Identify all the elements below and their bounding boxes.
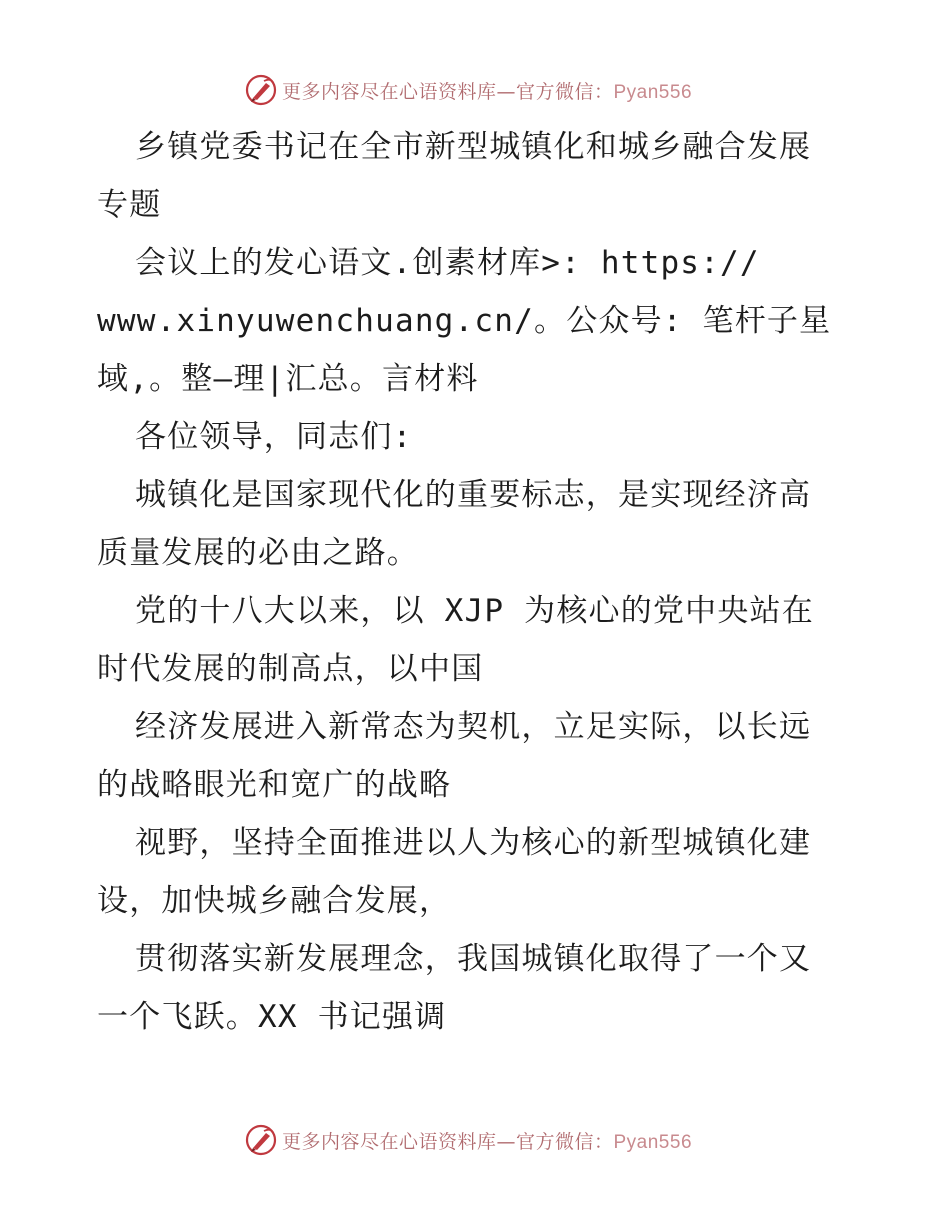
doc-line: 党的十八大以来，以 XJP 为核心的党中央站在 [135,593,814,629]
pen-logo-icon [244,73,278,107]
doc-line: 的战略眼光和宽广的战略 [97,767,452,803]
doc-line: 贯彻落实新发展理念，我国城镇化取得了一个又 [135,941,812,977]
footer-banner [0,1120,950,1160]
doc-line: 乡镇党委书记在全市新型城镇化和城乡融合发展 [135,129,812,165]
doc-line: 城镇化是国家现代化的重要标志，是实现经济高 [135,477,812,513]
doc-line: 时代发展的制高点，以中国 [97,651,484,687]
pen-logo-icon [244,1123,278,1157]
doc-line: 域,。整—理|汇总。言材料 [97,361,479,397]
doc-line: 经济发展进入新常态为契机，立足实际，以长远 [135,709,812,745]
doc-line: 视野，坚持全面推进以人为核心的新型城镇化建 [135,825,812,861]
doc-line: 质量发展的必由之路。 [97,535,419,571]
banner-text: 更多内容尽在心语资料库—官方微信：Pyan556 [281,80,693,103]
doc-line: 一个飞跃。XX 书记强调 [97,999,447,1035]
doc-line: 会议上的发心语文.创素材库>: https:// [135,245,760,281]
doc-line: 设，加快城乡融合发展， [97,883,452,919]
doc-line: 专题 [97,187,162,223]
banner-text: 更多内容尽在心语资料库—官方微信：Pyan556 [281,1130,693,1153]
doc-line: 各位领导，同志们: [135,419,413,455]
header-banner [0,70,950,110]
doc-line: www.xinyuwenchuang.cn/。公众号: 笔杆子星 [97,303,832,339]
document-body [97,118,857,1046]
